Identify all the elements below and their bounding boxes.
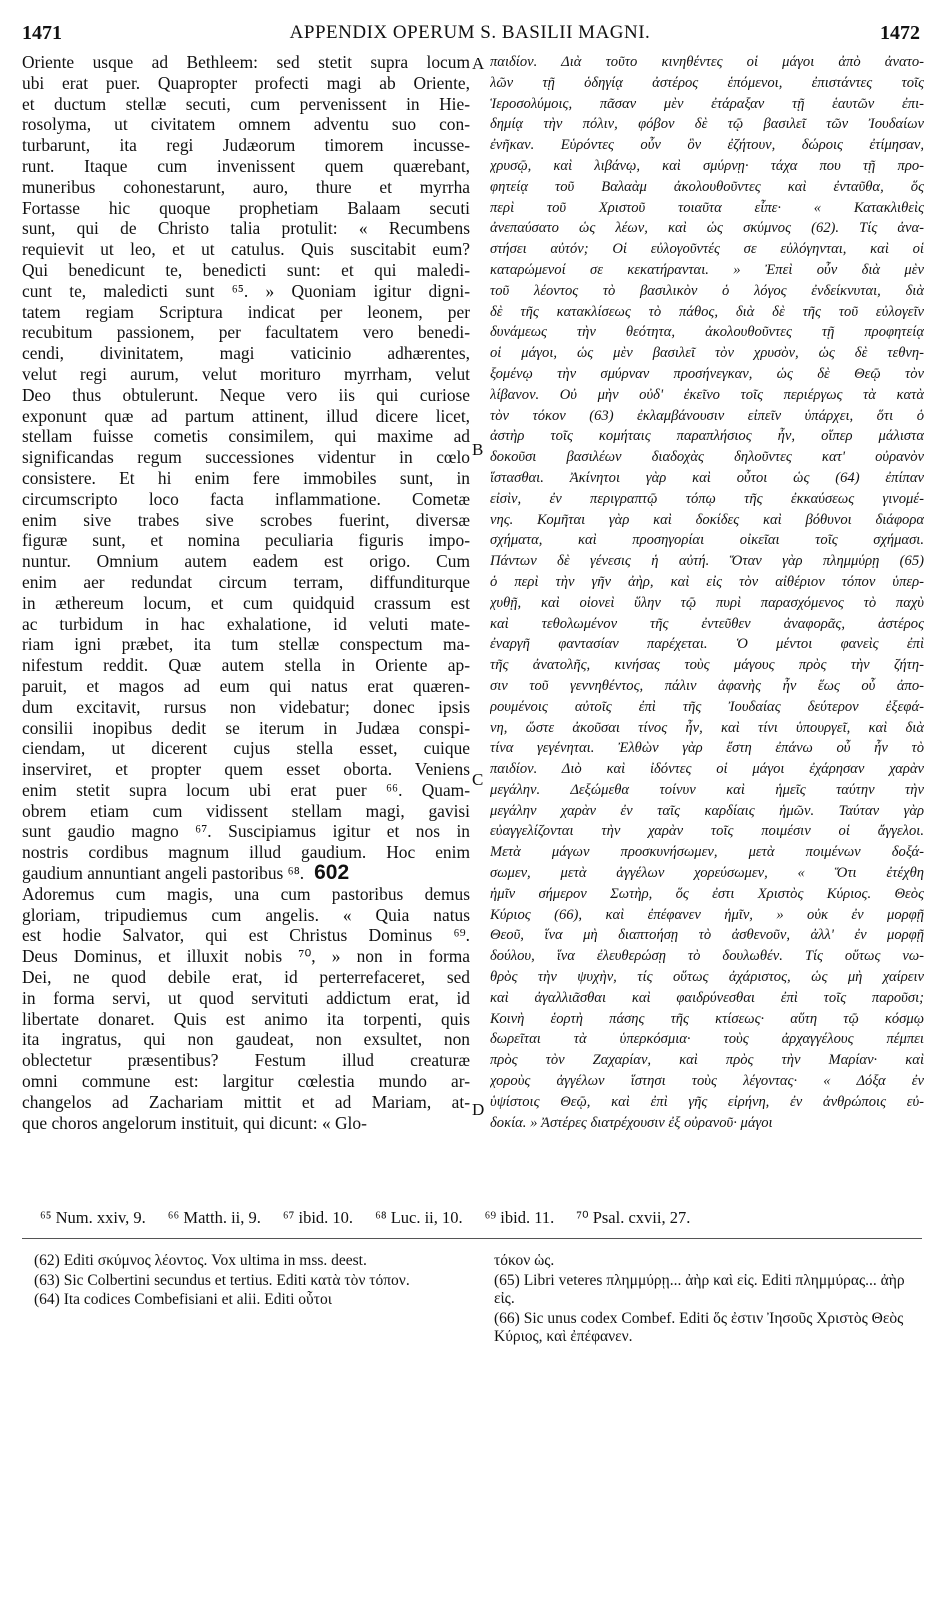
greek-text-line: δοκία. » Ἀστέρες διατρέχουσιν ἐξ οὐρανοῦ· μάγοι [490, 1114, 773, 1131]
greek-text-line: καὶ ἀγαλλιᾶσθαι καὶ φαιδρύνεσθαι ἐπὶ τοῖς παροῦσι; [490, 989, 924, 1006]
latin-text-line: inserviret, et propter quem esset oborta. Veniens [22, 759, 470, 780]
running-header [14, 18, 926, 48]
greek-text-line: καταρώμενοί σε κεκατήρανται. » Ἐπεὶ οὖν διὰ μὲν [490, 261, 924, 278]
latin-text-line: et ductum stellæ secuti, cum pervenissent in Hie- [22, 93, 470, 114]
greek-text-line: ἵστασθαι. Ἀκίνητοι γὰρ καὶ οὗτοι ὡς (64) ἐπίπαν [490, 469, 924, 486]
latin-text-line: ac turbidum in hac exhalatione, id veluti mate- [22, 613, 470, 634]
greek-text-line: παιδίον. Διὸ καὶ ἰδόντες οἱ μάγοι ἐχάρησαν χαρὰν [490, 761, 924, 778]
critical-note: (65) Libri veteres πλημμύρῃ... ἀὴρ καὶ εἰς. Editi πλημμύρας... ἀὴρ εἰς. [494, 1271, 905, 1308]
greek-text-line: ἀστὴρ τοῖς κομήταις παραπλήσιος ἦν, οἵπερ μάλιστα [490, 428, 924, 445]
greek-text-line: σχήματα, καὶ προσηγορίαι οἰκεῖαι τοῖς σχήμασι. [490, 532, 924, 549]
critical-notes-right [494, 1252, 914, 1348]
latin-text-line: consilii inopibus dedit se iterum in Judæa conspi- [22, 717, 470, 738]
greek-text-line: περὶ τοῦ Χριστοῦ τοιαῦτα εἶπε· « Κατακλιθεὶς [490, 199, 924, 216]
section-marker-a: A [472, 54, 485, 73]
greek-text-line: ἐνῆκαν. Εὑρόντες οὖν ὃν ἐζήτουν, δώροις ἐτίμησαν, [490, 137, 924, 154]
greek-column [490, 52, 924, 1133]
greek-text-line: τὸν τόκον (63) ἐκλαμβάνουσιν εἰπεῖν ὑπάρχει, ὅτι ὁ [490, 407, 924, 424]
latin-text-line: enim aer redundat circum terram, diffunditurque [22, 571, 470, 592]
latin-text-line: velut regi aurum, velut moriturо myrrham, velut [22, 363, 470, 384]
latin-text-line: significandas regum successiones videntur in cœlo [22, 447, 470, 468]
section-marker-b: B [472, 440, 484, 459]
scripture-reference: ⁶⁷ ibid. 10. [282, 1208, 354, 1227]
greek-text-line: οἱ μάγοι, ὡς μὲν βασιλεῖ τὸν χρυσὸν, ὡς δὲ τεθνη- [490, 345, 924, 362]
greek-text-line: τίνα γεγένηται. Ἐλθὼν γὰρ ἔστη ἐπάνω οὗ ἦν τὸ [490, 740, 924, 757]
greek-text-line: ὁ περὶ τὴν γῆν ἀὴρ, καὶ εἰς τὸν αἰθέριον τόπον ὑπερ- [490, 573, 924, 590]
greek-text-line: δυνάμεως τὴν θεότητα, ἀκολουθοῦντες τῇ προφητείᾳ [490, 324, 924, 341]
greek-text-line: ἀνεπαύσατο ὡς λέων, καὶ ὡς σκύμνος (62). Τίς ἀνα- [490, 220, 924, 237]
latin-text-line: obrem etiam cum vidissent stellam magi, gavisi [22, 800, 470, 821]
greek-text-line: εὐαγγελίζονται τὴν χαρὰν τοῖς ποιμέσιν οἱ ἄγγελοι. [490, 823, 924, 840]
scripture-reference: ⁶⁹ ibid. 11. [484, 1208, 555, 1227]
footnote-divider [22, 1238, 922, 1239]
latin-text-line: in æthereum locum, et cum quidquid crassum est [22, 592, 470, 613]
latin-text-line: que choros angelorum instituit, qui dicunt: « Glo- [22, 1112, 367, 1133]
latin-text-line: nostris cordibus magnum illud gaudium. Hoc enim [22, 842, 470, 863]
greek-text-line: θρὸς τὴν ψυχὴν, τίς οὕτως ἀχάριστος, ὡς μὴ χαίρειν [490, 969, 924, 986]
greek-text-line: δούλου, ἵνα ἐλευθερώσῃ τὸ δουλωθέν. Τίς οὕτως νω- [490, 948, 924, 965]
greek-text-line: σωμεν, μετὰ ἀγγέλων χορεύσωμεν, « Ὅτι ἐτέχθη [490, 865, 924, 882]
greek-text-line: φητείᾳ τοῦ Βαλαὰμ ἀκολουθοῦντες καὶ ἐνταῦθα, ὅς [490, 178, 924, 195]
latin-text-line: Deo thus obtulerunt. Neque vero iis qui curiose [22, 384, 470, 405]
latin-text-line: gaudium annuntiant angeli pastoribus ⁶⁸. 602 [22, 863, 350, 884]
critical-note: (63) Sic Colbertini secundus et tertius. Editi κατὰ τὸν τόπον. [34, 1271, 410, 1289]
greek-text-line: ὑψίστοις Θεῷ, καὶ ἐπὶ γῆς εἰρήνη, ἐν ἀνθρώποις εὐ- [490, 1093, 924, 1110]
greek-text-line: νης. Κομῆται γὰρ καὶ δοκίδες καὶ βόθυνοι διάφορα [490, 511, 924, 528]
latin-text-line: turbarunt, ita regi Judæorum timorem incusse- [22, 135, 470, 156]
latin-text-line: in forma servi, ut quod servituti addictum erat, id [22, 987, 470, 1008]
latin-text-line: stellam fuisse cometis consimilem, qui maxime ad [22, 426, 470, 447]
latin-text-line: Oriente usque ad Bethleem: sed stetit supra locum [22, 52, 470, 72]
greek-text-line: τῆς ἀνατολῆς, κινήσας τοὺς μάγους πρὸς τὴν ζήτη- [490, 657, 924, 674]
latin-text-line: oblectetur præsentibus? Festum illud creaturæ [22, 1050, 470, 1071]
latin-text-line: libertate donaret. Quis est animo ita torpenti, quis [22, 1008, 470, 1029]
latin-text-line: recubitum passionem, per facultatem vero benedi- [22, 322, 470, 343]
greek-text-line: πρὸς τὸν Ζαχαρίαν, καὶ πρὸς τὴν Μαρίαν· καὶ [490, 1052, 924, 1069]
scripture-reference: ⁷⁰ Psal. cxvii, 27. [576, 1208, 691, 1227]
latin-text-line: requievit ut leo, et ut catulus. Quis suscitabit eum? [22, 239, 470, 260]
greek-text-line: Μετὰ μάγων προσκυνήσωμεν, μετὰ ποιμένων δοξά- [490, 844, 924, 861]
latin-text-line: changelos ad Zachariam mittit et ad Mariam, at- [22, 1091, 470, 1112]
latin-text-line: sunt, qui de Christo talia protulit: « Recumbens [22, 218, 470, 239]
critical-note: (62) Editi σκύμνος λέοντος. Vox ultima in mss. deest. [34, 1252, 367, 1269]
page-number-left: 1471 [22, 22, 62, 44]
latin-text-line: cendi, divinitatem, magi vaticinio adhærentes, [22, 343, 470, 364]
latin-text-line: cunt te, maledicti sunt ⁶⁵. » Quoniam igitur digni- [22, 280, 470, 301]
latin-text-line: ubi erat puer. Quapropter profecti magi ab Oriente, [22, 72, 470, 93]
latin-text-line: rosolyma, ut civitatem omnem adventu suo con- [22, 114, 470, 135]
greek-text-line: Θεοῦ, ἵνα μὴ διαπτοήσῃ τὸ ἀσθενοῦν, ἀλλ' ἐν μορφῇ [490, 927, 924, 944]
scripture-reference: ⁶⁶ Matth. ii, 9. [167, 1208, 261, 1227]
greek-text-line: δὲ τῆς κατακλίσεως τὸ πάθος, διὰ δὲ τῆς τοῦ εὐλογεῖν [490, 303, 924, 320]
column-number: 602 [314, 863, 350, 884]
greek-text-line: ρουμένοις αὐτοῖς ἐπὶ τῆς Ἰουδαίας δεύτερον ἐξεφά- [490, 698, 924, 715]
latin-text-line: ciendam, ut dicerent cujus stella esset, cuique [22, 738, 470, 759]
latin-text-line: enim sive trabes sive scrobes fuerint, diversæ [22, 509, 470, 530]
latin-text-line: enim stetit supra locum ubi erat puer ⁶⁶. Quam- [22, 779, 470, 800]
greek-text-line: μεγάλην χαρὰν ἐν ταῖς καρδίαις ἡμῶν. Ταύταν γὰρ [490, 802, 924, 819]
greek-text-line: ξομένῳ τὴν σμύρναν προσήνεγκαν, ὡς δὲ Θεῷ τὸν [490, 365, 924, 382]
latin-text-line: tatem regiam Scriptura indicat per leonem, per [22, 301, 470, 322]
greek-text-line: λίβανον. Οὐ μὴν οὐδ' ἐκεῖνο τοῖς περιέργως τὰ κατὰ [490, 386, 924, 403]
greek-text-line: μεγάλην. Δεξώμεθα τοίνυν καὶ ἡμεῖς ταύτην τὴν [490, 781, 924, 798]
greek-text-line: λῶν τῇ ὁδηγίᾳ ἀστέρος ἑπόμενοι, ἐπιστάντες τοῖς [490, 74, 924, 91]
greek-text-line: σιν τοῦ γεννηθέντος, πάλιν ἀφανὴς ἦν ἕως οὗ ἀπο- [490, 677, 924, 694]
latin-text-line: nifestum reddit. Quæ autem stella in Oriente ap- [22, 655, 470, 676]
page-number-right: 1472 [880, 22, 920, 44]
latin-text-line: Deus Dominus, et illuxit nobis ⁷⁰, » non in forma [22, 946, 470, 967]
greek-text-line: χοροὺς ἀγγέλων ἵστησι τοὺς λέγοντας· « Δόξα ἐν [490, 1073, 924, 1090]
critical-note: (64) Ita codices Combefisiani et alii. Editi οὗτοι [34, 1291, 332, 1309]
latin-text-line: est hodie Salvator, qui est Christus Dominus ⁶⁹. [22, 925, 470, 946]
critical-note: (66) Sic unus codex Combef. Editi ὅς ἐστιν Ἰησοῦς Χριστὸς Θεὸς Κύριος, καὶ ἐπέφανεν. [494, 1309, 904, 1346]
latin-text-line: gloriam, tripudiemus cum angelis. « Quia natus [22, 904, 470, 925]
latin-text-line: consistere. Et hi enim fere immobiles sunt, in [22, 467, 470, 488]
greek-text-line: ἐναργῆ φαντασίαν παρέχεται. Ὁ μέντοι φανεὶς ἐπὶ [490, 636, 924, 653]
greek-text-line: δοκοῦσι βασιλέων διαδοχὰς δηλοῦντες κατ' οὐρανὸν [490, 449, 924, 466]
greek-text-line: χρυσῷ, καὶ λιβάνῳ, καὶ σμύρνῃ· τάχα που τῇ προ- [490, 157, 924, 174]
latin-text-line: runt. Itaque cum invenissent quem quærebant, [22, 155, 470, 176]
latin-text-line: Dei, ne quod debile erat, id perterrefaceret, sed [22, 967, 470, 988]
greek-text-line: στήσει αὐτόν; Οἱ εὐλογοῦντές σε εὐλόγηνται, καὶ οἱ [490, 241, 924, 258]
latin-text-line: Fortasse hic quoque prophetiam Balaam secuti [22, 197, 470, 218]
latin-text-line: dum excitavit, rursus non videbatur; donec ipsis [22, 696, 470, 717]
greek-text-line: Πάντων δὲ γένεσις ἡ αὐτή. Ὅταν γὰρ πλημμύρῃ (65) [490, 553, 924, 570]
latin-text-line: omni commune est: largitur cœlestia mundo ar- [22, 1071, 470, 1092]
greek-text-line: εἰσὶν, ἐν περιγραπτῷ τόπῳ τῆς ἐκκαύσεως γινομέ- [490, 490, 924, 507]
greek-text-line: τοῦ λέοντος τὸ βασιλικὸν ὁ λόγος ἐνδείκνυται, διὰ [490, 282, 924, 299]
running-title: APPENDIX OPERUM S. BASILII MAGNI. [289, 22, 651, 43]
scripture-reference: ⁶⁸ Luc. ii, 10. [375, 1208, 463, 1227]
latin-text-line: Adoremus cum magis, una cum pastoribus demus [22, 883, 470, 904]
latin-text-line: exponunt quæ ad partum attinent, illud dicere licet, [22, 405, 470, 426]
latin-text-line: muneribus cohonestarunt, auro, thure et myrrha [22, 176, 470, 197]
greek-text-line: καὶ τεθολωμένον τῆς ἐντεῦθεν ἀναφορᾶς, ἀστέρος [490, 615, 924, 632]
greek-text-line: παιδίον. Διὰ τοῦτο κινηθέντες οἱ μάγοι ἀπὸ ἀνατο- [490, 54, 924, 70]
section-marker-d: D [472, 1100, 485, 1119]
section-marker-c: C [472, 770, 484, 789]
greek-text-line: ἡμῖν σήμερον Σωτὴρ, ὅς ἐστι Χριστὸς Κύριος. Θεὸς [490, 885, 924, 902]
latin-text-line: riam igni præbet, ita tum stellæ conspectum ma- [22, 634, 470, 655]
greek-text-line: Κύριος (66), καὶ ἐπέφανεν ἡμῖν, » οὐκ ἐν μορφῇ [490, 906, 924, 923]
latin-text-line: Qui benedicunt te, benedicti sunt: et qui maledi- [22, 259, 470, 280]
greek-text-line: δημίᾳ τὴν πόλιν, φόβον δὲ τῷ βασιλεῖ τῶν Ἰουδαίων [490, 116, 924, 133]
scripture-references [40, 1208, 920, 1232]
latin-text-line: figuræ sunt, et nomina peculiaria figuris impo- [22, 530, 470, 551]
latin-text-line: circumscripto loco facta inflammatione. Cometæ [22, 488, 470, 509]
greek-text-line: Ἱεροσολύμοις, πᾶσαν μὲν ἐτάραξαν τῇ ἑαυτῶν ἐπι- [490, 95, 924, 112]
greek-text-line: δωρεῖται τὰ ὑπερκόσμια· τοὺς ἀρχαγγέλους πέμπει [490, 1031, 924, 1048]
latin-text-line: nuntur. Omnium autem eadem est origo. Cum [22, 551, 470, 572]
greek-text-line: Κοινὴ ἑορτὴ πάσης τῆς κτίσεως· αὕτη τῷ κόσμῳ [490, 1010, 924, 1027]
scripture-reference: ⁶⁵ Num. xxiv, 9. [40, 1208, 146, 1227]
latin-column [22, 52, 470, 1133]
critical-notes-left [34, 1252, 464, 1311]
latin-text-line: paruit, et magos ad eum qui natus erat quæren- [22, 675, 470, 696]
greek-text-line: χυθῇ, καὶ οἱονεὶ ὕλην τῷ πυρὶ παρασχόμενος τὸ παχὺ [490, 594, 924, 611]
critical-note: τόκον ὡς. [494, 1252, 555, 1269]
greek-text-line: νη, ὥστε ἀκοῦσαι τίνος ἦν, καὶ τίνι ὑπουργεῖ, καὶ διὰ [490, 719, 924, 736]
latin-text-line: sunt gaudio magno ⁶⁷. Suscipiamus igitur et nos in [22, 821, 470, 842]
latin-text-line: ita ingratus, qui non gaudeat, non exsultet, non [22, 1029, 470, 1050]
